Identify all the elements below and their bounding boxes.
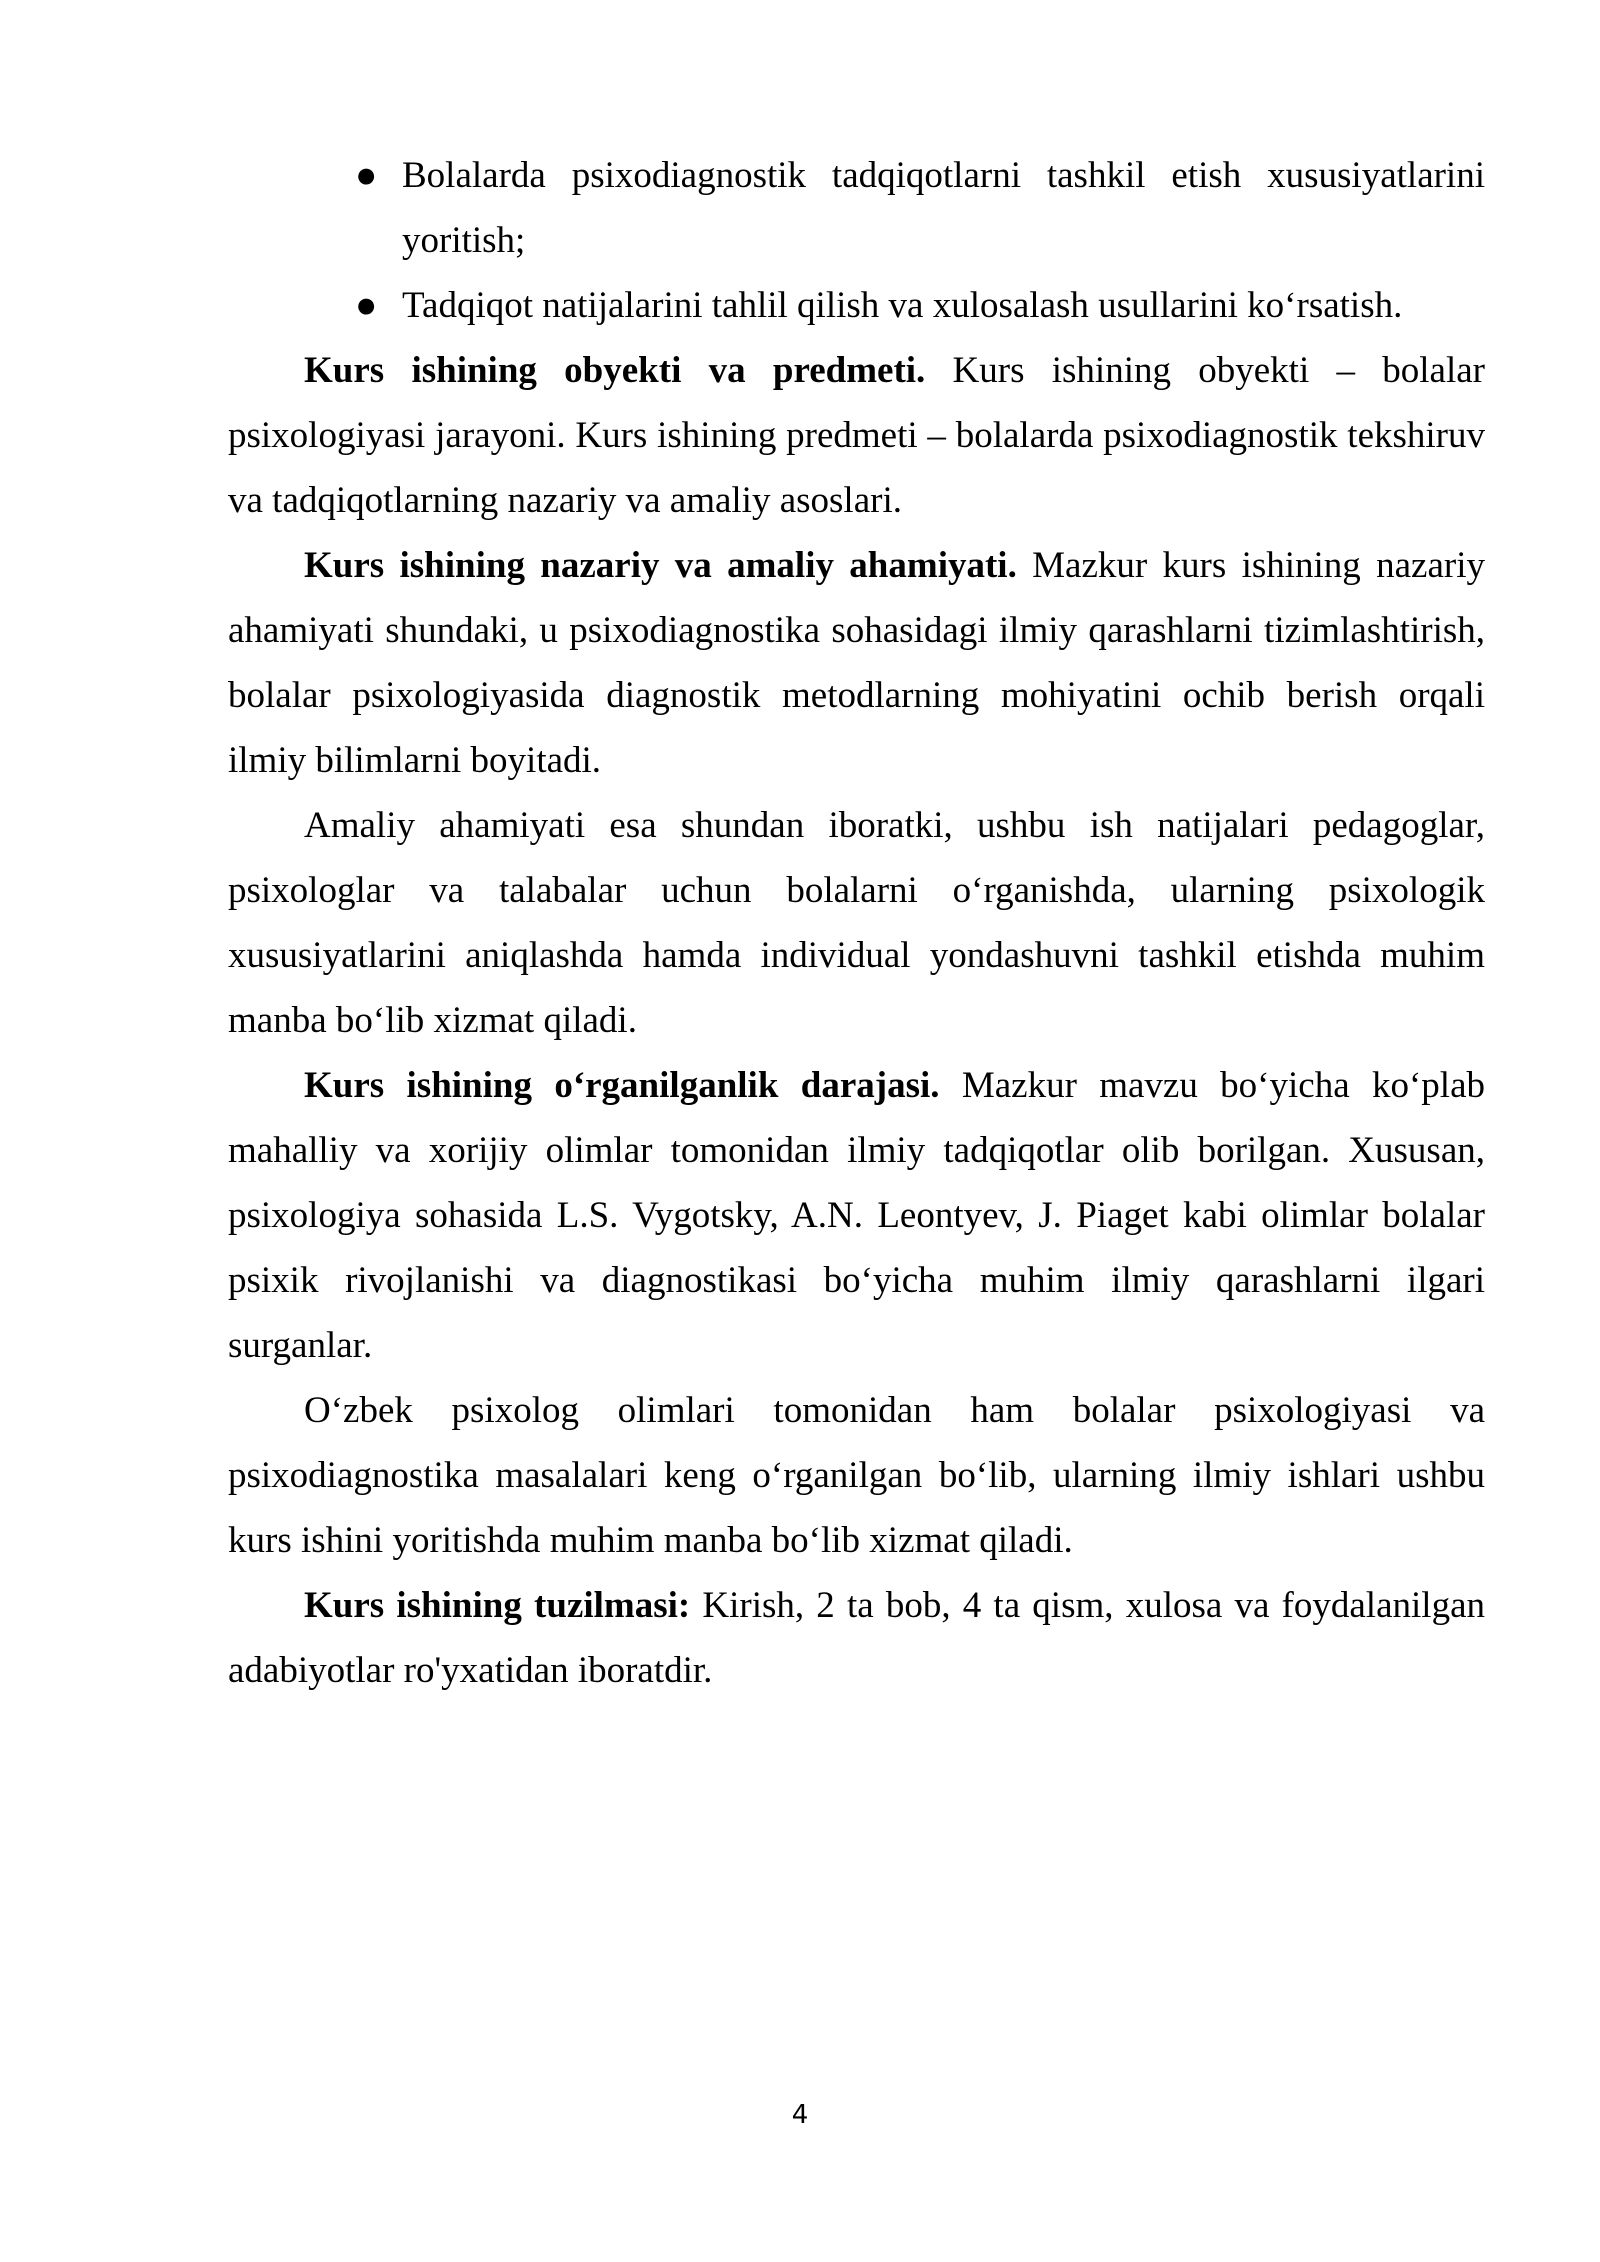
paragraph-text: Mazkur kurs ishining nazariy ahamiyati shundaki, u psixodiagnostika sohasidagi ilmiy qarashlarni tizimlashtirish, bolalar psixologiyasida diagnostik metodlarning mohiyatini ochib berish orqali ilmiy bilimlarni boyitadi.	[228, 545, 1485, 781]
list-item-text: Tadqiqot natijalarini tahlil qilish va xulosalash usullarini ko‘rsatish.	[402, 285, 1403, 326]
list-item-text: Bolalarda psixodiagnostik tadqiqotlarni tashkil etish xususiyatlarini yoritish;	[402, 155, 1485, 261]
paragraph-text: Kirish, 2 ta bob, 4 ta qism, xulosa va foydalanilgan adabiyotlar ro'yxatidan iboratdir.	[228, 1585, 1485, 1691]
bullet-icon: ●	[355, 285, 378, 326]
paragraph-structure	[228, 1573, 1485, 1703]
paragraph-text: Amaliy ahamiyati esa shundan iboratki, ushbu ish natijalari pedagoglar, psixologlar va talabalar uchun bolalarni o‘rganishda, ularning psixologik xususiyatlarini aniqlashda hamda individual yondashuvni tashkil etishda muhim manba bo‘lib xizmat qiladi.	[228, 805, 1485, 1041]
paragraph-degree-of-study	[228, 1053, 1485, 1378]
bullet-icon: ●	[355, 155, 378, 196]
page-number: 4	[791, 2100, 809, 2130]
paragraph-heading: Kurs ishining tuzilmasi:	[304, 1585, 691, 1626]
paragraph-text: Mazkur mavzu bo‘yicha ko‘plab mahalliy va xorijiy olimlar tomonidan ilmiy tadqiqotlar olib borilgan. Xususan, psixologiya sohasida L.S. Vygotsky, A.N. Leontyev, J. Piaget kabi olimlar bolalar psixik rivojlanishi va diagnostikasi bo‘yicha muhim ilmiy qarashlarni ilgari surganlar.	[228, 1065, 1485, 1366]
paragraph-significance	[228, 533, 1485, 793]
list-item	[228, 143, 1485, 273]
paragraph-heading: Kurs ishining obyekti va predmeti.	[304, 350, 926, 391]
paragraph-heading: Kurs ishining o‘rganilganlik darajasi.	[304, 1065, 940, 1106]
paragraph-uzbek-scholars	[228, 1378, 1485, 1573]
document-body	[228, 143, 1485, 1703]
list-item	[228, 273, 1485, 338]
paragraph-text: Kurs ishining obyekti – bolalar psixologiyasi jarayoni. Kurs ishining predmeti – bolalarda psixodiagnostik tekshiruv va tadqiqotlarning nazariy va amaliy asoslari.	[228, 350, 1485, 521]
paragraph-practical-significance	[228, 793, 1485, 1053]
objectives-list	[228, 143, 1485, 338]
paragraph-heading: Kurs ishining nazariy va amaliy ahamiyati.	[304, 545, 1017, 586]
paragraph-text: O‘zbek psixolog olimlari tomonidan ham bolalar psixologiyasi va psixodiagnostika masalalari keng o‘rganilgan bo‘lib, ularning ilmiy ishlari ushbu kurs ishini yoritishda muhim manba bo‘lib xizmat qiladi.	[228, 1390, 1485, 1561]
paragraph-object-subject	[228, 338, 1485, 533]
